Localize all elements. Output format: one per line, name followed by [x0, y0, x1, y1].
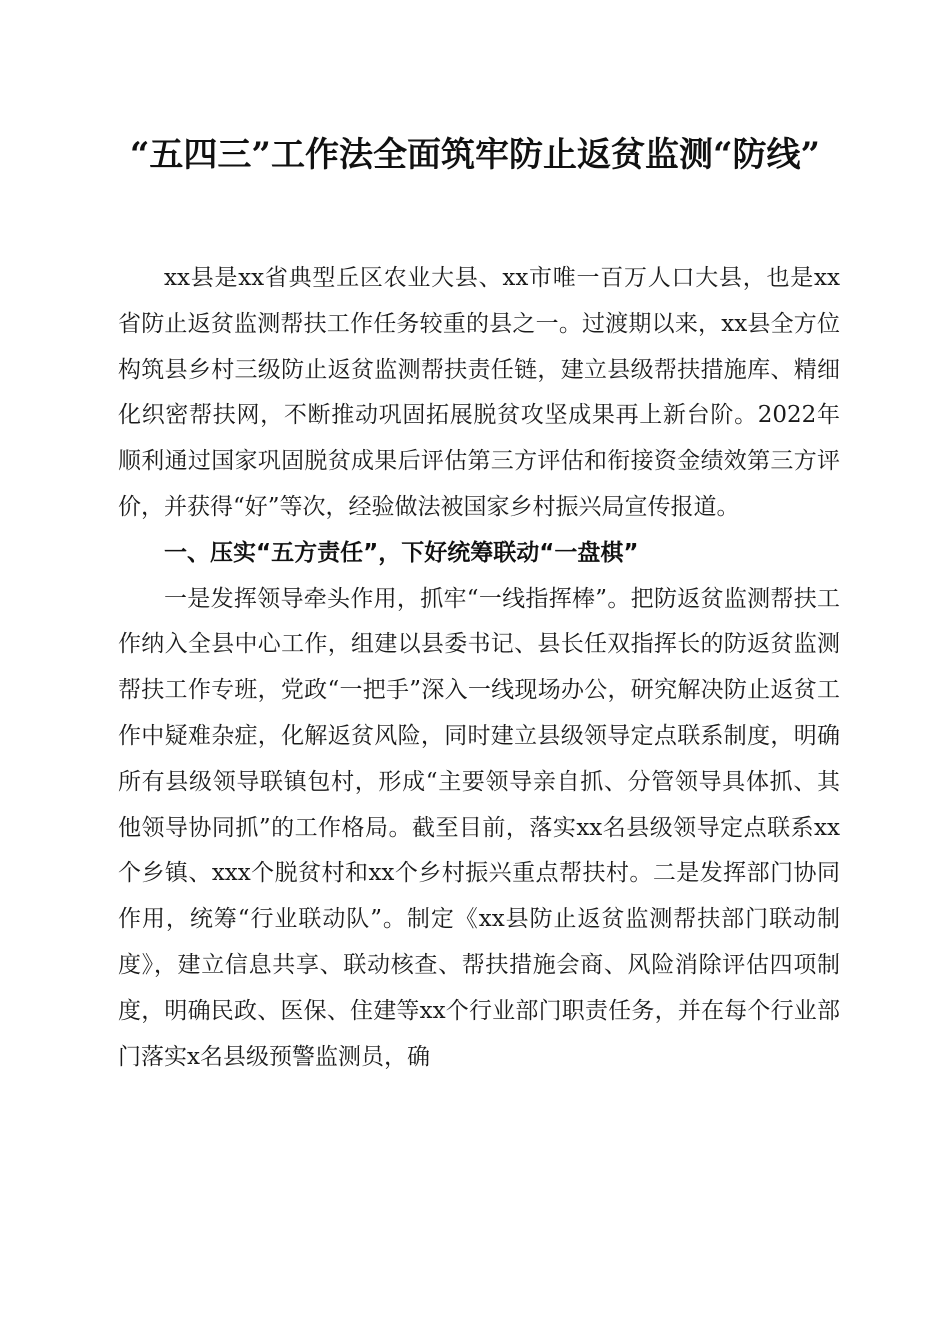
- section-heading: 一、压实“五方责任”，下好统筹联动“一盘棋”: [164, 539, 639, 566]
- intro-paragraph: xx县是xx省典型丘区农业大县、xx市唯一百万人口大县，也是xx省防止返贫监测帮扶工作任务较重的县之一。过渡期以来，xx县全方位构筑县乡村三级防止返贫监测帮扶责任链，建立县级帮扶措施库、精细化织密帮扶网，不断推动巩固拓展脱贫攻坚成果再上新台阶。2022年顺利通过国家巩固脱贫成果后评估第三方评估和衔接资金绩效第三方评价，并获得“好”等次，经验做法被国家乡村振兴局宣传报道。: [118, 265, 840, 520]
- document-title: “五四三”工作法全面筑牢防止返贫监测“防线”: [129, 135, 821, 175]
- section-paragraph: 一是发挥领导牵头作用，抓牢“一线指挥棒”。把防返贫监测帮扶工作纳入全县中心工作，组建以县委书记、县长任双指挥长的防返贫监测帮扶工作专班，党政“一把手”深入一线现场办公，研究解决防止返贫工作中疑难杂症，化解返贫风险，同时建立县级领导定点联系制度，明确所有县级领导联镇包村，形成“主要领导亲自抓、分管领导具体抓、其他领导协同抓”的工作格局。截至目前，落实xx名县级领导定点联系xx个乡镇、xxx个脱贫村和xx个乡村振兴重点帮扶村。二是发挥部门协同作用，统筹“行业联动队”。制定《xx县防止返贫监测帮扶部门联动制度》，建立信息共享、联动核查、帮扶措施会商、风险消除评估四项制度，明确民政、医保、住建等xx个行业部门职责任务，并在每个行业部门落实x名县级预警监测员，确: [118, 585, 840, 1070]
- document-body: [118, 256, 840, 1080]
